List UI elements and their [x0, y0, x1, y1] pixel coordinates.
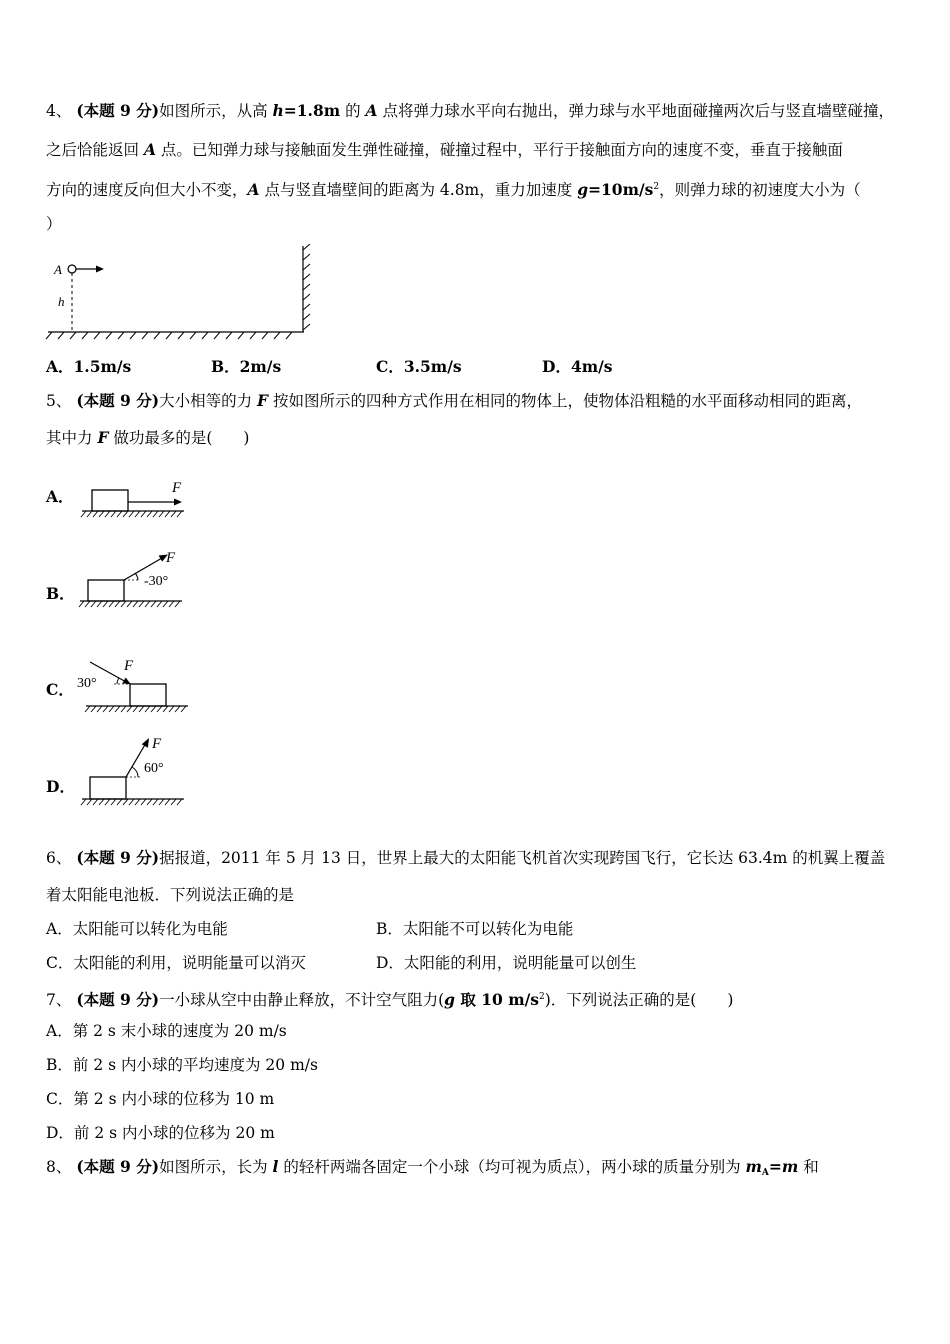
- q4-figure: [44, 244, 314, 340]
- force-label: F: [152, 736, 162, 752]
- q5-figure-a: [80, 476, 190, 522]
- q5-option-d[interactable]: D．: [46, 777, 75, 796]
- q6-number: 6、: [46, 849, 72, 867]
- q7-score: (本题 9 分): [76, 990, 160, 1009]
- q4-option-c[interactable]: C．3.5m/s: [376, 357, 462, 376]
- q5-option-b[interactable]: B．: [46, 584, 75, 603]
- q4-line4: ）: [46, 215, 62, 233]
- velocity-arrowhead: [96, 266, 104, 273]
- q7-option-d[interactable]: D．前 2 s 内小球的位移为 20 m: [46, 1124, 275, 1142]
- q7-option-b[interactable]: B．前 2 s 内小球的平均速度为 20 m/s: [46, 1056, 318, 1074]
- angle-label: 60°: [144, 761, 164, 776]
- q5-line1: 5、 (本题 9 分)大小相等的力 F 按如图所示的四种方式作用在相同的物体上，使物体沿粗糙的水平面移动相同的距离，: [46, 391, 862, 410]
- force-label: F: [124, 658, 134, 674]
- q5-figure-d: [80, 734, 190, 808]
- angle-arc: [117, 678, 119, 684]
- q4-label-a: A: [54, 262, 62, 277]
- q4-option-a[interactable]: A．1.5m/s: [46, 357, 132, 376]
- ground-hatch: [79, 601, 180, 607]
- q4-option-b[interactable]: B．2m/s: [211, 357, 282, 376]
- q8-line1: 8、 (本题 9 分)如图所示，长为 l 的轻杆两端各固定一个小球（均可视为质点），两小球的质量分别为 $m_A=m$ 和: [46, 1157, 819, 1178]
- force-arrow: [126, 743, 146, 777]
- q8-score: (本题 9 分): [76, 1157, 160, 1176]
- ground-hatch: [81, 799, 182, 805]
- q5-figure-b: [78, 546, 188, 610]
- q8-number: 8、: [46, 1158, 72, 1176]
- ground-hatch: [85, 706, 186, 712]
- force-label: F: [166, 550, 176, 566]
- ground-hatch: [46, 332, 292, 339]
- force-arrowhead: [174, 499, 182, 506]
- q7-line1: 7、 (本题 9 分)一小球从空中由静止释放，不计空气阻力(g 取 10 $m/s^2$)．下列说法正确的是( ): [46, 990, 734, 1009]
- block: [88, 580, 124, 601]
- q5-number: 5、: [46, 392, 72, 410]
- q4-number: 4、: [46, 102, 72, 120]
- q6-score: (本题 9 分): [76, 848, 160, 867]
- q7-option-c[interactable]: C．第 2 s 内小球的位移为 10 m: [46, 1090, 275, 1108]
- q6-option-d[interactable]: D．太阳能的利用，说明能量可以创生: [376, 954, 637, 972]
- q5-option-c[interactable]: C．: [46, 680, 74, 699]
- wall-hatch: [303, 244, 310, 330]
- q5-score: (本题 9 分): [76, 391, 160, 410]
- q4-line1: 4、 (本题 9 分)如图所示，从高 h=1.8m 的 A 点将弹力球水平向右抛出，弹力球与水平地面碰撞两次后与竖直墙壁碰撞，: [46, 101, 894, 120]
- ball-a: [68, 265, 76, 273]
- ground-hatch: [81, 511, 182, 517]
- q4-line2: 之后恰能返回 A 点。已知弹力球与接触面发生弹性碰撞，碰撞过程中，平行于接触面方向的速度不变，垂直于接触面: [46, 140, 843, 159]
- q6-option-a[interactable]: A．太阳能可以转化为电能: [46, 920, 228, 938]
- force-arrowhead: [122, 678, 131, 685]
- angle-arc: [132, 767, 138, 777]
- angle-label: -30°: [144, 574, 169, 589]
- q5-line2: 其中力 F 做功最多的是( ): [46, 428, 250, 447]
- block: [92, 490, 128, 511]
- force-label: F: [172, 480, 182, 496]
- q7-option-a[interactable]: A．第 2 s 末小球的速度为 20 m/s: [46, 1022, 287, 1040]
- block: [130, 684, 166, 706]
- q4-option-d[interactable]: D．4m/s: [542, 357, 613, 376]
- q4-score: (本题 9 分): [76, 101, 160, 120]
- force-arrowhead: [142, 738, 149, 748]
- q5-figure-c: [74, 656, 194, 716]
- q7-number: 7、: [46, 991, 72, 1009]
- q5-option-a[interactable]: A．: [46, 487, 74, 506]
- block: [90, 777, 126, 799]
- q6-option-b[interactable]: B．太阳能不可以转化为电能: [376, 920, 574, 938]
- q6-option-c[interactable]: C．太阳能的利用，说明能量可以消灭: [46, 954, 306, 972]
- q6-line2: 着太阳能电池板．下列说法正确的是: [46, 886, 295, 904]
- angle-arc: [135, 573, 138, 580]
- angle-label: 30°: [77, 676, 97, 691]
- q4-label-h: h: [58, 294, 65, 309]
- q4-line3: 方向的速度反向但大小不变，A 点与竖直墙壁间的距离为 4.8m，重力加速度 $g=10m/s^2$，则弹力球的初速度大小为（: [46, 180, 861, 199]
- q6-line1: 6、 (本题 9 分)据报道，2011 年 5 月 13 日，世界上最大的太阳能飞机首次实现跨国飞行，它长达 63.4m 的机翼上覆盖: [46, 848, 886, 867]
